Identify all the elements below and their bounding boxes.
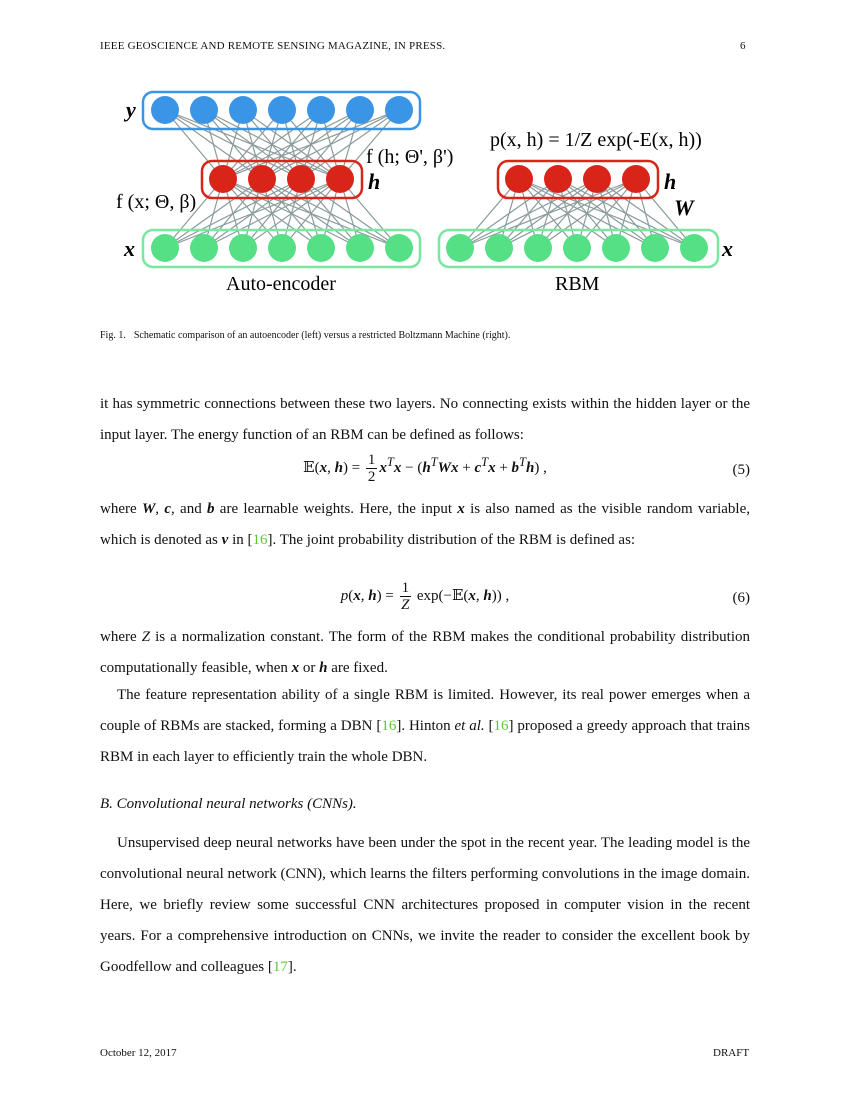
- citation-17[interactable]: 17: [272, 959, 288, 975]
- rbm-hidden-node: [505, 165, 533, 193]
- rbm-hidden-node: [583, 165, 611, 193]
- label-h-autoencoder: h: [368, 169, 381, 194]
- input-node: [190, 234, 218, 262]
- rbm-title: RBM: [555, 273, 600, 295]
- input-node: [385, 234, 413, 262]
- input-node: [307, 234, 335, 262]
- figure-caption: [100, 329, 760, 343]
- paragraph-3: where Z is a normalization constant. The form of the RBM makes the conditional probability distribution computationally feasible, when x or h are fixed.: [100, 629, 750, 676]
- label-W: W: [674, 195, 694, 220]
- hidden-node: [326, 165, 354, 193]
- label-x-autoencoder: x: [124, 236, 135, 261]
- citation-16[interactable]: 16: [252, 532, 268, 548]
- rbm-visible-node: [680, 234, 708, 262]
- output-node: [346, 96, 374, 124]
- caption-label: Fig. 1.: [100, 330, 126, 341]
- network-nodes: [151, 96, 708, 262]
- rbm-visible-node: [485, 234, 513, 262]
- output-node: [268, 96, 296, 124]
- output-node: [229, 96, 257, 124]
- rbm-visible-node: [563, 234, 591, 262]
- citation-16[interactable]: 16: [493, 718, 509, 734]
- output-node: [385, 96, 413, 124]
- rbm-visible-node: [641, 234, 669, 262]
- rbm-probability: p(x, h) = 1/Z exp(-E(x, h)): [490, 129, 702, 151]
- rbm-visible-node: [446, 234, 474, 262]
- output-node: [151, 96, 179, 124]
- label-x-rbm: x: [722, 236, 733, 261]
- equation-5: [100, 452, 750, 492]
- footer-date: October 12, 2017: [100, 1047, 177, 1059]
- section-heading: B. Convolutional neural networks (CNNs).: [100, 796, 357, 812]
- equation-5-body: 𝔼(x, h) = $\frac{1}{2}$ $x^Tx - (h^TWx + c^Tx + b^Th)$ ,: [303, 452, 547, 485]
- equation-5-number: (5): [732, 462, 750, 478]
- label-y: y: [126, 97, 136, 122]
- paragraph-4: The feature representation ability of a single RBM is limited. However, its real power emerges when a couple of RBMs are stacked, forming a DBN [16]. Hinton et al. [16] proposed a greedy approach that trains RBM in each layer to efficiently train the whole DBN.: [100, 687, 750, 765]
- rbm-visible-node: [602, 234, 630, 262]
- autoencoder-title: Auto-encoder: [226, 273, 336, 295]
- hidden-node: [287, 165, 315, 193]
- equation-6: [100, 580, 750, 620]
- input-node: [346, 234, 374, 262]
- label-h-rbm: h: [664, 169, 677, 194]
- citation-16[interactable]: 16: [381, 718, 397, 734]
- output-node: [307, 96, 335, 124]
- decoder-function: f (h; Θ', β'): [366, 146, 454, 168]
- footer-status: DRAFT: [713, 1047, 750, 1059]
- page-number: 6: [740, 40, 746, 52]
- hidden-node: [248, 165, 276, 193]
- equation-6-number: (6): [732, 590, 750, 606]
- paragraph-1: it has symmetric connections between these two layers. No connecting exists within the hidden layer or the input layer. The energy function of an RBM can be defined as follows:: [100, 396, 750, 443]
- rbm-visible-node: [524, 234, 552, 262]
- paragraph-2: where W, c, and b are learnable weights. Here, the input x is also named as the visible random variable, which is denoted as v in [16]. The joint probability distribution of the RBM is defined as:: [100, 501, 750, 548]
- figure-autoencoder-rbm: [0, 0, 850, 320]
- hidden-node: [209, 165, 237, 193]
- rbm-hidden-node: [544, 165, 572, 193]
- caption-text: Schematic comparison of an autoencoder (left) versus a restricted Boltzmann Machine (right).: [133, 330, 511, 341]
- input-node: [151, 234, 179, 262]
- rbm-hidden-node: [622, 165, 650, 193]
- output-node: [190, 96, 218, 124]
- running-header: IEEE GEOSCIENCE AND REMOTE SENSING MAGAZINE, IN PRESS.: [100, 40, 446, 52]
- encoder-function: f (x; Θ, β): [116, 191, 197, 213]
- input-node: [229, 234, 257, 262]
- equation-6-body: p(x, h) = $\frac{1}{Z}$ exp(−𝔼(x, h)) ,: [340, 580, 510, 613]
- input-node: [268, 234, 296, 262]
- paragraph-5: Unsupervised deep neural networks have been under the spot in the recent year. The leading model is the convolutional neural network (CNN), which learns the filters performing convolutions in the image domain. Here, we briefly review some successful CNN architectures proposed in computer vision in the recent years. For a comprehensive introduction on CNNs, we invite the reader to consider the excellent book by Goodfellow and colleagues [17].: [100, 835, 750, 975]
